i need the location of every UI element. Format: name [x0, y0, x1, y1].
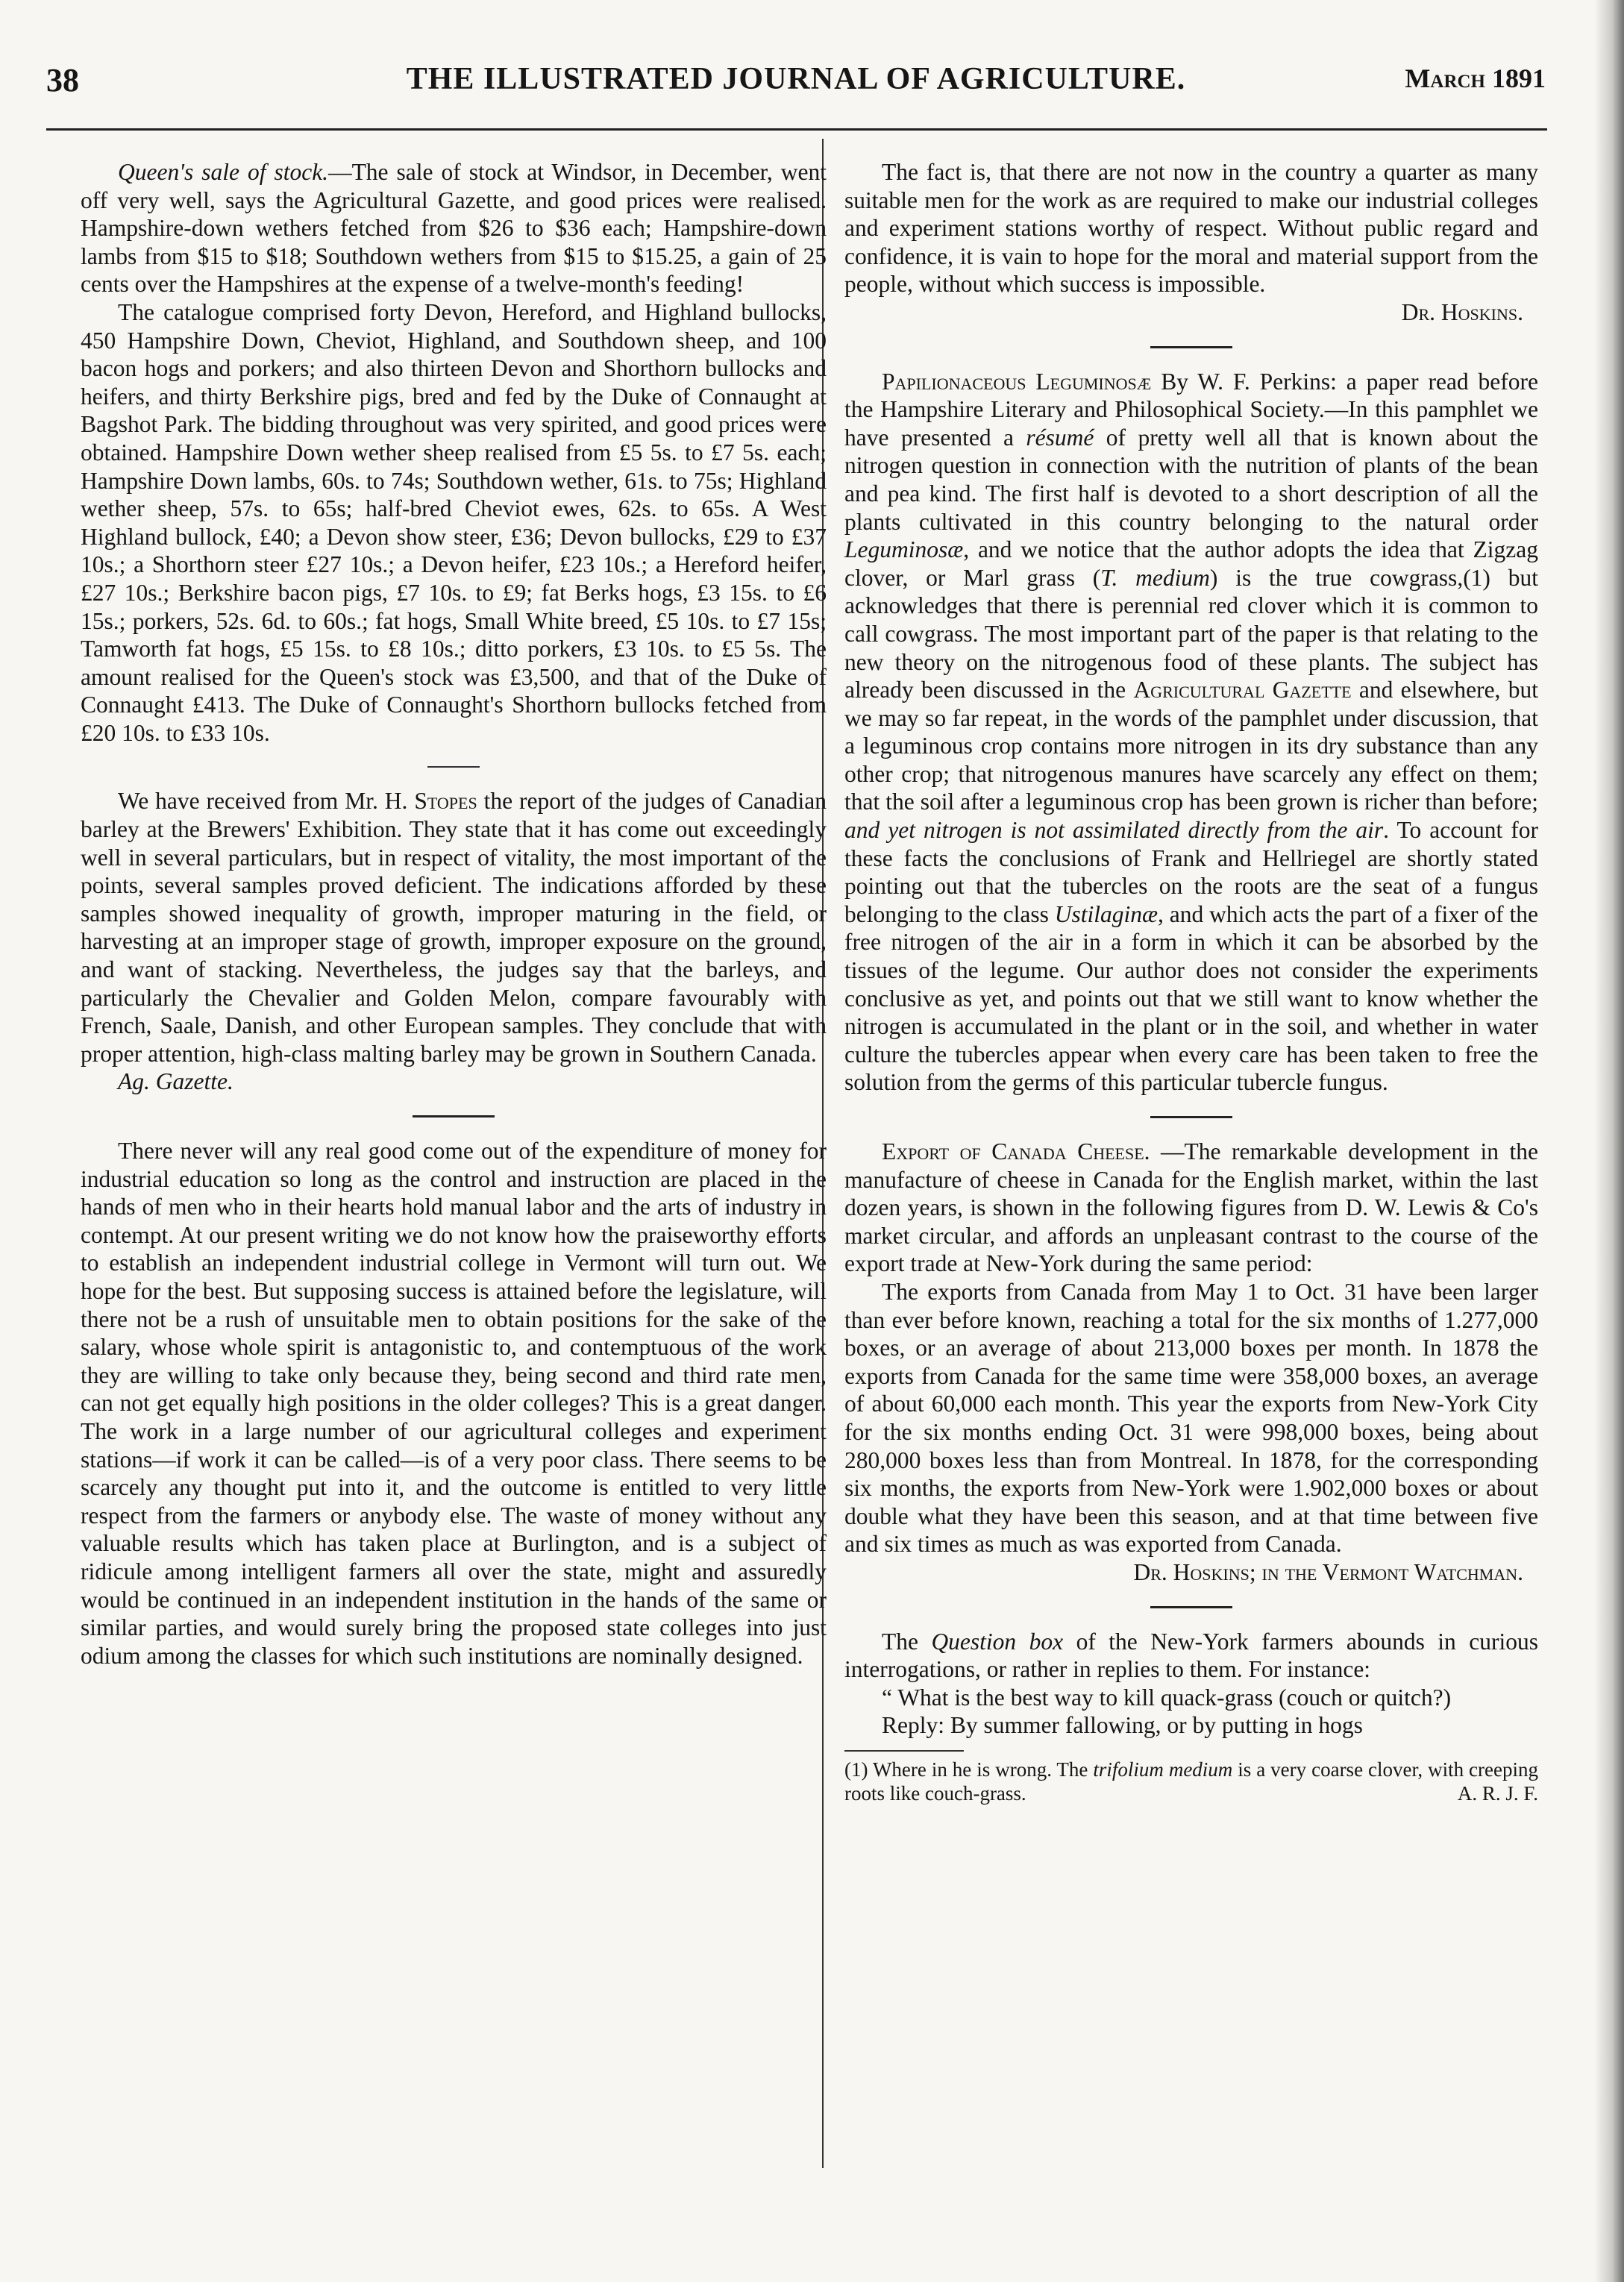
article-question: “ What is the best way to kill quack-grass (couch or quitch?) — [882, 1684, 1452, 1711]
article-title-canada-cheese: Export of Canada Cheese. — [882, 1138, 1150, 1164]
article-canada-cheese-p1: Export of Canada Cheese. —The remarkable development in the manufacture of cheese in Canada for the English market, within the last dozen years, is shown in the following figures from D. W. Lewis & Co's market circular, and affords an unpleasant contrast to the course of the export trade at New-York during the same period: — [844, 1138, 1538, 1277]
footnote-signature: A. R. J. F. — [1457, 1781, 1538, 1805]
page-number: 38 — [46, 62, 79, 98]
article-divider — [427, 766, 480, 768]
header-rule — [46, 128, 1547, 131]
article-signature: Dr. Hoskins. — [1401, 298, 1523, 325]
article-industrial-education-p1: There never will any real good come out of the expenditure of money for industrial education so long as the control and instruction are placed in the hands of men who in their hearts hold manual labor and the arts of industry in contempt. At our present writing we do not know how the praiseworthy efforts to establish an independent industrial college in Vermont will turn out. We hope for the best. But supposing success is attained before the legislature, will there not be a rush of unsuitable men to obtain positions for the sake of the salary, whose whole spirit is antagonistic to, and contemptuous of the work they are willing to take only because they, being second and third rate men, can not get equally high positions in the older colleges? This is a great danger. The work in a large number of our agricultural colleges and experiment stations—if work it can be called—is of a very poor class. There seems to be scarcely any thought put into it, and the outcome is entitled to very little respect from the farmers or anybody else. The waste of money without any valuable results which has taken place at Burlington, and is a subject of ridicule among intelligent farmers all over the state, might and assuredly would be continued in an independent institution in the hands of the same or similar parties, and would surely bring the proposed state colleges into just odium among the classes for which such institutions are nominally designed. — [81, 1138, 827, 1669]
article-industrial-education-p2: The fact is, that there are not now in the country a quarter as many suitable men for the work as are required to make our industrial colleges and experiment stations worthy of respect. Without public regard and confidence, it is vain to hope for the moral and material support from the people, without which success is impossible. — [844, 159, 1538, 298]
article-queens-sale-p2: The catalogue comprised forty Devon, Hereford, and Highland bullocks, 450 Hampshire Down, Cheviot, Highland, and Southdown sheep, and 100 bacon hogs and porkers; and also thirteen Devon and Shorthorn bullocks and heifers, and thirty Berkshire pigs, bred and fed by the Duke of Connaught at Bagshot Park. The bidding throughout was very spirited, and good prices were obtained. Hampshire Down wether sheep realised from £5 5s. to £7 5s. each; Hampshire Down lambs, 60s. to 74s; Southdown wether, 61s. to 75s; Highland wether sheep, 57s. to 65s; half-bred Cheviot ewes, 62s. to 65s. A West Highland bullock, £40; a Devon show steer, £36; Devon bullocks, £29 to £37 10s.; a Shorthorn steer £27 10s.; a Devon heifer, £23 10s.; a Hereford heifer, £27 10s.; Berkshire bacon pigs, £7 10s. to £9; fat Berks hogs, £3 15s. to £6 15s.; porkers, 52s. 6d. to 60s.; fat hogs, Small White breed, £5 10s. to £7 15s; Tamworth fat hogs, £5 15s. to £8 10s.; ditto porkers, £3 10s. to £5 5s. The amount realised for the Queen's stock was £3,500, and that of the Duke of Connaught £413. The Duke of Connaught's Shorthorn bullocks fetched from £20 10s. to £33 10s. — [81, 298, 827, 746]
article-question-box: The Question box of the New-York farmers abounds in curious interrogations, or rather in replies to them. For instance: — [844, 1628, 1538, 1683]
article-divider — [1150, 1116, 1232, 1118]
article-signature: Dr. Hoskins; in the Vermont Watchman. — [1133, 1558, 1523, 1585]
article-leguminosae: Papilionaceous Leguminosæ By W. F. Perkins: a paper read before the Hampshire Literary and Philosophical Society.—In this pamphlet we have presented a résumé of pretty well all that is known about the nitrogen question in connection with the nutrition of plants of the bean and pea kind. The first half is devoted to a short description of all the plants cultivated in this country belonging to the natural order Leguminosæ, and we notice that the author adopts the idea that Zigzag clover, or Marl grass (T. medium) is the true cowgrass,(1) but acknowledges that there is perennial red clover which it is common to call cowgrass. The most important part of the paper is that relating to the new theory on the nitrogenous food of these plants. The subject has already been discussed in the Agricultural Gazette and elsewhere, but we may so far repeat, in the words of the pamphlet under discussion, that a leguminous crop contains more nitrogen in its dry substance than any other crop; that nitrogenous manures have scarcely any effect on them; that the soil after a leguminous crop has been grown is richer than before; and yet nitrogen is not assimilated directly from the air. To account for these facts the conclusions of Frank and Hellriegel are shortly stated pointing out that the tubercles on the roots are the seat of a fungus belonging to the class Ustilaginæ, and which acts the part of a fixer of the free nitrogen of the air in a form in which it can be absorbed by the tissues of the legume. Our author does not consider the experiments conclusive as yet, and points out that we still want to know whether the nitrogen is accumulated in the plant or in the soil, and whether in water culture the tubercles appear when every care has been taken to free the solution from the germs of this particular tubercle fungus. — [844, 368, 1539, 1096]
footnote: (1) Where in he is wrong. The trifolium medium is a very coarse clover, with creeping roots like couch-grass. A. R. J. F. — [844, 1758, 1538, 1805]
article-canadian-barley: We have received from Mr. H. Stopes the report of the judges of Canadian barley at the Brewers' Exhibition. They state that it has come out exceedingly well in several particulars, but in respect of vitality, the most important of the points, several samples proved deficient. The indications afforded by these samples showed inequality of growth, improper maturing in the field, or harvesting at an improper stage of growth, improper exposure on the ground, and want of stacking. Nevertheless, the judges say that the barleys, and particularly the Chevalier and Golden Melon, compare favourably with French, Saale, Danish, and other European samples. They conclude that with proper attention, high-class malting barley may be grown in Southern Canada. — [81, 788, 827, 1067]
article-canada-cheese-p2: The exports from Canada from May 1 to Oct. 31 have been larger than ever before known, reaching a total for the six months of 1.277,000 boxes, or an average of about 213,000 boxes per month. In 1878 the exports from Canada for the same time were 358,000 boxes, an average of about 60,000 each month. This year the exports from New-York City for the six months ending Oct. 31 were 998,000 boxes, being about 280,000 boxes less than from Montreal. In 1878, for the corresponding six months, the exports from New-York were 1.902,000 boxes or about double what they have been this season, and at that time between five and six times as much as was exported from Canada. — [844, 1278, 1538, 1558]
footnote-rule — [844, 1750, 964, 1752]
article-divider — [1150, 1606, 1232, 1608]
left-column — [81, 158, 827, 1670]
running-header — [46, 61, 1546, 106]
article-queens-sale-p1: Queen's sale of stock.—The sale of stock at Windsor, in December, went off very well, says the Agricultural Gazette, and good prices were realised. Hampshire-down wethers fetched from $26 to $36 each; Hampshire-down lambs from $15 to $18; Southdown wethers from $15 to $15.25, a gain of 25 cents over the Hampshires at the expense of a twelve-month's feeding! — [81, 159, 827, 298]
article-divider — [413, 1115, 495, 1118]
article-divider — [1150, 346, 1232, 348]
issue-date: March 1891 — [1405, 63, 1546, 93]
article-title-leguminosae: Papilionaceous Leguminosæ — [882, 368, 1152, 395]
article-title-queens-sale: Queen's sale of stock. — [118, 159, 329, 185]
article-source: Ag. Gazette. — [118, 1068, 233, 1095]
right-column — [844, 158, 1538, 1805]
article-reply: Reply: By summer fallowing, or by putting in hogs — [882, 1712, 1363, 1739]
page-edge-shadow — [1594, 0, 1624, 2282]
journal-title: THE ILLUSTRATED JOURNAL OF AGRICULTURE. — [406, 62, 1186, 96]
